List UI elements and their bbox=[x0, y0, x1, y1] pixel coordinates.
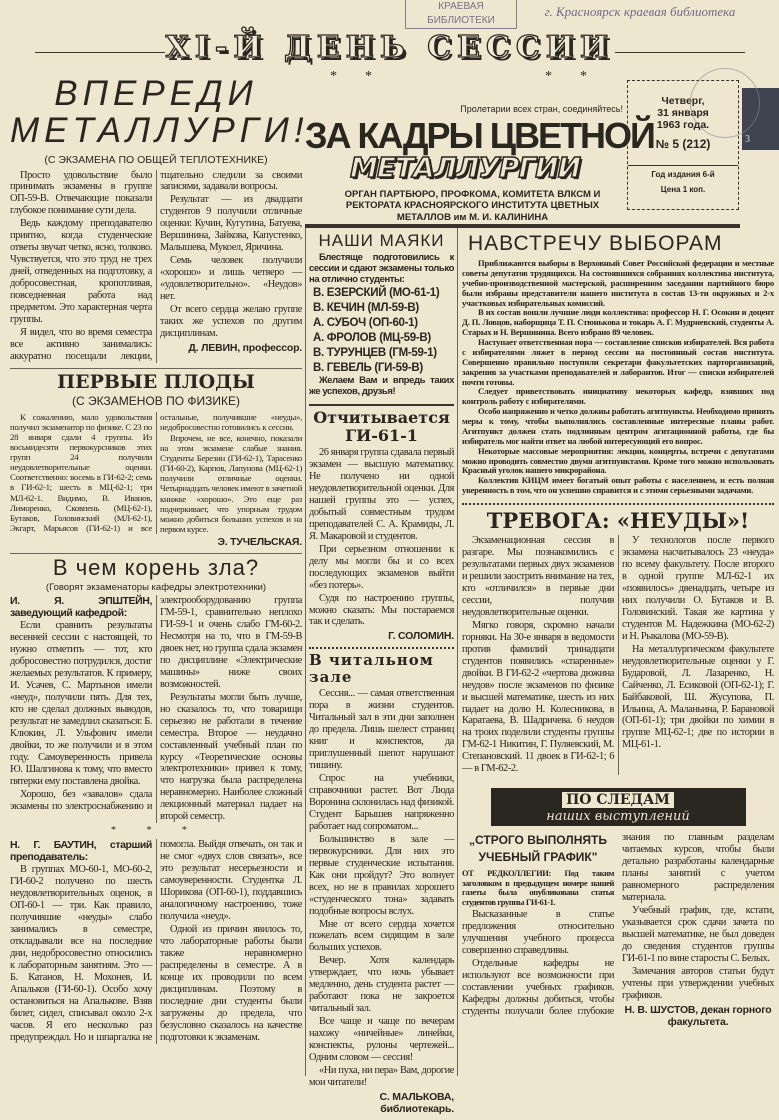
paragraph: У технологов после первого экзамена насчитывалось 23 «неуда» по всему факультету. После второго в одной группе МЛ-62-1 их «появилось» двенадцать, четыре из них получили О. Бутаков и В. Головинский. Такая же картина у студентов М. Надежкина (МО-62-2) и Н. Рыкалова (МО-59-В). bbox=[622, 535, 774, 642]
honor-student: В. КЕЧИН (МЛ-59-В) bbox=[313, 302, 419, 315]
headline: НАВСТРЕЧУ ВЫБОРАМ bbox=[468, 232, 723, 255]
article-mayaki: НАШИ МАЯКИ Блестяще подготовились к сессии и сдают экзамены только на отлично студенты: В. ЕЗЕРСКИЙ (МО-61-1) В. КЕЧИН (МЛ-59-В) А. СУБОЧ (ОП-60-1) А. ФРОЛОВ (МЦ-59-В) В. ТУРУНЦЕВ (ГМ-59-1) В. ГЕВЕЛЬ (ГИ-59-В) Желаем Вам и впредь таких же успехов, друзья! bbox=[309, 231, 454, 397]
paragraph: Ведь каждому преподавателю приятно, когда студенческие ответы звучат четко, ясно, толково. Чувствуется, что это труд не трех дней, отведенных на подготовку, а добросовестная, кропотливая, повседневная работа над предметом. Это характерная черта группы. bbox=[10, 218, 152, 325]
paragraph: Одной из причин явилось то, что лабораторные работы были также неравномерно распределены в семестре. А в конце их проводили по всем дисциплинам. Поэтому в последние дни студенты были загружены до предела, что безусловно сказалось на качестве подготовки к экзаменам. bbox=[160, 923, 302, 1043]
postage-stamp: 3 bbox=[742, 88, 779, 150]
library-stamp: КРАЕВАЯ БИБЛИОТЕКИ bbox=[405, 0, 517, 29]
paragraph: Наступает ответственная пора — составление списков избирателей. Вся работа с избирателями ляжет в период сессии на постоянный состав института. Совершенно правильно поступили секретари факультетских парторганизаций, закрепив за участками преподавателей и лаборантов. Итог — списки избирателей почти готовы. bbox=[462, 337, 774, 387]
headline: ПЕРВЫЕ ПЛОДЫ bbox=[57, 370, 255, 393]
signature: Н. В. ШУСТОВ, декан горного факультета. bbox=[624, 1003, 772, 1028]
paragraph: Следует приветствовать инициативу некоторых кафедр, взявших под контроль работу с избирателями. bbox=[462, 386, 774, 407]
paragraph: Вечер. Хотя календарь утверждает, что ночь убывает медленно, день студента растет — работают пока не закроется читальный зал. bbox=[309, 955, 454, 1015]
paragraph: Мягко говоря, скромно начали горняки. На 30-е января в ведомости против фамилий тринадцати студентов появились «спаренные» двойки. В ГИ-62-2 «чертова дюжина неудов» после экзаменов по физике и высшей математике, шесть из них падает на долю Н. Колесникова, в Каратаева, В. Шадричева. 6 неудов на троих поделили студенты группы ГМ-62-1 Никитин, Г. Пуляевский, М. Степановский. 11 двоек в ГИ-62-1; 6 — в ГМ-62-2. bbox=[462, 619, 614, 775]
article-body bbox=[462, 259, 774, 496]
outro: Желаем Вам и впредь таких же успехов, друзья! bbox=[309, 375, 454, 397]
paragraph: Семь человек получили «хорошо» и лишь четверо — «удовлетворительно». «Неудов» нет. bbox=[160, 255, 302, 303]
article-gi611 bbox=[309, 404, 454, 642]
divider bbox=[462, 503, 774, 505]
paragraph: Учебный график, где, кстати, указывается срок сдачи зачета по высшей математике, не был доведен до сведения студентов группы ГИ-61-1 по вине старосты С. Белых. bbox=[622, 904, 774, 964]
headline: В читальном зале bbox=[309, 651, 434, 686]
article-body bbox=[462, 535, 774, 775]
article-sledam: „СТРОГО ВЫПОЛНЯТЬ УЧЕБНЫЙ ГРАФИК" ОТ РЕДКОЛЛЕГИИ: Под таким заголовком в предыдущем номере нашей газеты была опубликована статья студентов группы ГИ-61-1. Высказанные в статье предложения относительно улучшения учебного процесса совершенно справедливы. Отдельные кафедры не используют все возможности при составлении учебных графиков. Кафедры должны добиться, чтобы студенты получали более глубокие знания по главным разделам читаемых курсов, чтобы были детально разработаны календарные планы занятий с учетом равномерного распределения материала. Учебный график, где, кстати, указывается срок сдачи зачета по высшей математике, не был доведен до сведения студентов группы ГИ-61-1 по вине старосты С. Белых. Замечания авторов статьи будут учтены при утверждении учебных графиков. Н. В. ШУСТОВ, декан горного факультета. bbox=[462, 832, 774, 1028]
article-zal bbox=[309, 647, 454, 1114]
paragraph: Результат — из двадцати студентов 9 получили отличные оценки: Кучин, Кугутина, Батуева, Вершинина, Зайкова, Капустенко, Малышева, Мукоел, Яричина. bbox=[160, 194, 302, 254]
article-koren bbox=[10, 553, 302, 1044]
headline: „СТРОГО ВЫПОЛНЯТЬ УЧЕБНЫЙ ГРАФИК" bbox=[469, 833, 607, 865]
organ-line: ОРГАН ПАРТБЮРО, ПРОФКОМА, КОМИТЕТА ВЛКСМ И РЕКТОРАТА КРАСНОЯРСКОГО ИНСТИТУТА ЦВЕТНЫХ МЕТАЛЛОВ им М. И. КАЛИНИНА bbox=[344, 189, 601, 223]
paragraph: Особо напряженно и четко должны работать агитпункты. Необходимо принять меры к тому, чтобы выполнялись составленные интересные планы работ. Агитпункт должен стать подлинным центром агитационной работы, где бы избиратель мог найти ответ на любой интересующий его вопрос. bbox=[462, 406, 774, 446]
honor-student: В. ЕЗЕРСКИЙ (МО-61-1) bbox=[313, 287, 440, 300]
handwritten-note: г. Красноярск краевая библиотека bbox=[544, 4, 736, 19]
paragraph: «Ни пуха, ни пера» Вам, дорогие мои читатели! bbox=[309, 1064, 454, 1088]
paragraph: Коллектив КИЦМ имеет богатый опыт работы с населением, и есть полная уверенность в том, что он успешно справится и с этими серьезными задачами. bbox=[462, 475, 774, 496]
page-column-middle bbox=[309, 232, 454, 1120]
paragraph: Впрочем, не все, конечно, показали на этом экзамене слабые знания. Студенты Березин (ГИ-62-1), Тарасенко (ГИ-60-2), Карпов, Лапунова (МЦ-62-1) получили отличные оценки. Четырнадцать человек имеют в зачетной книжке «хорошо». Это еще раз подчеркивает, что упорным трудом можно добиться больших успехов и на первом курсе. bbox=[160, 432, 302, 534]
paragraph: Сессия... — самая ответственная пора в жизни студентов. Читальный зал в эти дни заполнен до предела. Лишь шелест страниц книг и конспектов, да приглушенный шепот нарушают тишину. bbox=[309, 688, 454, 772]
page-column-left bbox=[10, 74, 309, 1049]
article-body bbox=[309, 447, 454, 628]
signature: Д. ЛЕВИН, профессор. bbox=[188, 341, 302, 354]
divider bbox=[305, 224, 740, 228]
paragraph: Приближаются выборы в Верховный Совет Российской федерации и местные советы депутатов трудящихся. На состоявшихся собраниях коллектива института, учебно-производственной мастерской, расширенном заседании партийного бюро были избраны представители нашего института в состав 13-ти окружных и 2-х участковых избирательных комиссий. bbox=[462, 258, 774, 308]
paragraph: В их состав вошли лучшие люди коллектива: профессор Н. Г. Осокин и доцент Д. П. Ловцов, наборщица Т. П. Стюнькова и токарь А. Г. Мудриевский, студенты А. Старых и Н. Вершинина. Всего избрано 89 человек. bbox=[462, 307, 774, 338]
article-plody bbox=[10, 368, 302, 548]
paragraph: От всего сердца желаю группе таких же успехов по другим дисциплинам. bbox=[160, 303, 302, 339]
slogan: Пролетарии всех стран, соединяйтесь! bbox=[460, 104, 623, 114]
paragraph: При серьезном отношении к делу мы могли бы и со всех последующих экзаменов выйти «без потерь». bbox=[309, 543, 454, 591]
honor-student: В. ГЕВЕЛЬ (ГИ-59-В) bbox=[313, 362, 423, 375]
paragraph: Большинство в зале — первокурсники. Для них это первые студенческие испытания. Как они пройдут? Это волнует всех, но не в правилах хорошего «студенческого тона» задавать подобные вопросы вслух. bbox=[309, 833, 454, 917]
subheadline: (Говорят экзаменаторы кафедры электротехники) bbox=[45, 582, 267, 594]
paragraph: Все чаще и чаще по вечерам нахожу «ничейные» линейки, конспекты, рулоны чертежей... Одним словом — сессия! bbox=[309, 1016, 454, 1063]
honor-student: А. СУБОЧ (ОП-60-1) bbox=[313, 317, 418, 330]
paragraph: Замечания авторов статьи будут учтены при утверждении учебных графиков. bbox=[622, 965, 774, 1001]
divider bbox=[35, 52, 165, 53]
signature: Э. ТУЧЕЛЬСКАЯ. bbox=[217, 535, 302, 548]
headline: В чем корень зла? bbox=[52, 554, 260, 580]
signature: Г. СОЛОМИН. bbox=[388, 630, 454, 643]
paragraph: К сожалению, мало удовольствия получил экзаменатор по физике. С 23 по 28 января сдали 4 группы. Из восьмидесяти первокурсников этих групп 24 получили неудовлетворительные оценки. Соответственно: восемь в ГИ-62-2; семь в ГИ-62-1; шесть в МЦ-62-1; три МЛ-62-1. Видимо, В. Иванов, Лиморенко, Сковпень (МЦ-62-1), Бутаков, Головинский (МЛ-62-1), Экгарт, Марьясов (ГИ-62-1) и все остальные, получившие «неуды», недобросовестно готовились к сессии. bbox=[10, 411, 302, 533]
issue-box: Четверг, 31 января 1963 года. № 5 (212) Год издания 6-й Цена 1 коп. bbox=[627, 80, 739, 210]
headline: ТРЕВОГА: «НЕУДЫ»! bbox=[486, 508, 750, 534]
page-column-right bbox=[462, 232, 774, 1033]
newspaper-title: ЗА КАДРЫ ЦВЕТНОЙ МЕТАЛЛУРГИИ bbox=[305, 115, 654, 184]
article-body bbox=[10, 412, 302, 534]
paragraph: Отдельные кафедры не используют все возможности при составлении учебных графиков. Кафедры должны добиться, чтобы студенты получали более глубокие знания по главным разделам читаемых курсов, чтобы были детально разработаны календарные планы занятий с учетом равномерного распределения материала. bbox=[462, 832, 774, 1017]
paragraph: 26 января группа сдавала первый экзамен — высшую математику. Не получено ни одной неудовлетворительной оценки. Для нашей группы это — успех, добытый совместным трудом преподавателей С. А. Крамиды, Л. Я. Макаровой и студентов. bbox=[309, 447, 454, 542]
postmark bbox=[690, 68, 760, 138]
honor-student: В. ТУРУНЦЕВ (ГМ-59-1) bbox=[313, 347, 437, 360]
subheadline: (С ЭКЗАМЕНА ПО ОБЩЕЙ ТЕПЛОТЕХНИКЕ) bbox=[44, 153, 268, 166]
paragraph: Хорошо, без «завалов» сдала экзамены по электроснабжению и электрооборудованию группа ГМ-59-1, сравнительно неплохо ГИ-59-1 и очень слабо ГМ-60-2. Несмотря на то, что в ГМ-59-В двоек нет, но группа сдала экзамен по дисциплине «Электрические машины» ниже своих возможностей. bbox=[10, 595, 302, 812]
section-banner: ПО СЛЕДАМ наших выступлений bbox=[491, 788, 746, 826]
paragraph: Если сравнить результаты весенней сессии с настоящей, то нужно отметить — тот, кто добросовестно потрудился, достиг желаемых результатов. К примеру, И. Усачев, С. Мартынов имели «неуд», получили пять. Для тех, кто не сделал должных выводов, результат не замедлил сказаться: Б. Клюкин, Л. Ульфович имели двойки, то же получили и в этом году. Самоуверенность привела Ю. Шалгинова к тому, что вместо пятерки ему поставлена двойка. bbox=[10, 620, 152, 787]
signature: С. МАЛЬКОВА, bbox=[379, 1090, 454, 1103]
article-vperedi bbox=[10, 74, 309, 363]
paragraph: Высказанные в статье предложения относительно улучшения учебного процесса совершенно справедливы. bbox=[462, 908, 614, 956]
divider bbox=[615, 52, 745, 53]
signature-role: библиотекарь. bbox=[380, 1102, 454, 1115]
honor-list bbox=[309, 286, 454, 376]
article-body bbox=[309, 688, 454, 1088]
headline: ВПЕРЕДИ МЕТАЛЛУРГИ! bbox=[10, 74, 309, 150]
stars-ornament: ** bbox=[545, 69, 615, 84]
paragraph: Спрос на учебники, справочники растет. Вот Люда Воронина склонилась над физикой. Студент Барышев напряженно работает над сопроматом... bbox=[309, 773, 454, 832]
session-header: ХI-Й ДЕНЬ СЕССИИ bbox=[165, 30, 615, 65]
article-body bbox=[10, 170, 302, 363]
headline: НАШИ МАЯКИ bbox=[318, 231, 445, 250]
column-divider bbox=[305, 228, 306, 1076]
paragraph: Некоторые массовые мероприятия: лекции, концерты, встречи с депутатами можно проводить совместно двумя агитпунктами. Кроме того можно использовать Красный уголок нашего микрорайона. bbox=[462, 445, 774, 476]
column-divider bbox=[457, 228, 458, 1076]
paragraph: Просто удовольствие было принимать экзамены в группе ОП-59-В. Отвечающие показали глубокое понимание сути дела. bbox=[10, 169, 152, 217]
subheadline: (С ЭКЗАМЕНОВ ПО ФИЗИКЕ) bbox=[72, 393, 240, 408]
article-vybory bbox=[462, 232, 774, 496]
article-body: И. Я. ЭПШТЕЙН, заведующий кафедрой: Если сравнить результаты весенней сессии с настоящей, то нужно отметить — тот, кто добросовестно потрудился, достиг желаемых результатов. К примеру, И. Усачев, С. Мартынов имели «неуд», получили пять. Для тех, кто не сделал должных выводов, результат не замедлил сказаться: Б. Клюкин, Л. Ульфович имели двойки, то же получили и в этом году. Самоуверенность привела Ю. Шалгинова к тому, что вместо пятерки ему поставлена двойка. Хорошо, без «завалов» сдала экзамены по электроснабжению и электрооборудованию группа ГМ-59-1, сравнительно неплохо ГИ-59-1 и очень слабо ГМ-60-2. Несмотря на то, что в ГМ-59-В двоек нет, но группа сдала экзамен по дисциплине «Электрические машины» ниже своих возможностей. Результаты могли быть лучше, но сказалось то, что товарищи серьезно не работали в течение семестра. Второе — неудачно составленный учебный план по курсу «Теоретические основы электротехники» привел к тому, что нагрузка была распределена неравномерно. Наиболее сложный лекционный материал падает на второй семестр. bbox=[10, 595, 302, 823]
paragraph: В группах МО-60-1, МО-60-2, ГИ-60-2 получено по шесть неудовлетворительных оценок, в ОП-60-1 — три. Как правило, получившие «неуды» слабо занимались в семестре, откладывали все на последние дни, недобросовестно относились к лабораторным занятиям. Это — Б. Катанов, Н. Мохонев, И. Апальков (ГИ-60-1). Особо хочу остановиться на Апалькове. Взяв билет, сидел, списывал около 2-х часов. Я его несколько раз предупреждал. Но и шпаргалка не помогла. Выйдя отвечать, он так и не смог «двух слов связать», все это результат несерьезности и самоуверенности. Студентка Л. Шорикова (ОП-60-1), поддавшись аналогичному настроению, тоже получила «неуд». bbox=[10, 839, 302, 1043]
paragraph: Мне от всего сердца хочется пожелать всем сидящим в зале больших успехов. bbox=[309, 918, 454, 954]
paragraph: Экзаменационная сессия в разгаре. Мы познакомились с результатами первых двух экзаменов и решили заострить внимание на тех, кто «отличился» в первые дни сессии, получив неудовлетворительные оценки. bbox=[462, 535, 615, 618]
paragraph: Судя по настроению группы, можно сказать: Мы постараемся так и сделать. bbox=[309, 592, 454, 628]
article-body: Н. Г. БАУТИН, старший преподаватель: В группах МО-60-1, МО-60-2, ГИ-60-2 получено по шесть неудовлетворительных оценок, в ОП-60-1 — три. Как правило, получившие «неуды» слабо занимались в семестре, откладывали все на последние дни, недобросовестно относились к лабораторным занятиям. Это — Б. Катанов, Н. Мохонев, И. Апальков (ГИ-60-1). Особо хочу остановиться на Апалькове. Взяв билет, сидел, списывал около 2-х часов. Я его несколько раз предупреждал. Но и шпаргалка не помогла. Выйдя отвечать, он так и не смог «двух слов связать», все это результат несерьезности и самоуверенности. Студентка Л. Шорикова (ОП-60-1), поддавшись аналогичному настроению, тоже получила «неуд». Одной из причин явилось то, что лабораторные работы были также неравномерно распределены в семестре. А в конце их проводили по всем дисциплинам. Поэтому в последние дни студенты были загружены до предела, что безусловно сказалось на качестве подготовки к экзаменам. bbox=[10, 839, 302, 1043]
stars-ornament: ** bbox=[330, 69, 400, 84]
paragraph: Я видел, что во время семестра все активно занимались: аккуратно посещали лекции, тщательно следили за своими записями, задавали вопросы. bbox=[10, 169, 302, 362]
paragraph: На металлургическом факультете неудовлетворительные оценки у Г. Бударовой, Л. Лазаренко, Н. Сайченко, Л. Есиковой (ОП-62-1); Г. Байбаковой, Ш. Жусупова, П. Ильина, А. Маланьина, Р. Барановой (ОП-61-1); три двойки по химии в группе МЦ-62-1; две по истории в МЦ-61-1. bbox=[622, 643, 774, 751]
headline: Отчитывается ГИ-61-1 bbox=[313, 407, 450, 445]
separator: * * * bbox=[111, 825, 201, 837]
paragraph: Результаты могли быть лучше, но сказалось то, что товарищи серьезно не работали в течение семестра. Второе — неудачно составленный учебный план по курсу «Теоретические основы электротехники» привел к тому, что нагрузка была распределена неравномерно. Наиболее сложный лекционный материал падает на второй семестр. bbox=[160, 691, 302, 823]
honor-student: А. ФРОЛОВ (МЦ-59-В) bbox=[313, 332, 431, 345]
article-trevoga bbox=[462, 509, 774, 775]
